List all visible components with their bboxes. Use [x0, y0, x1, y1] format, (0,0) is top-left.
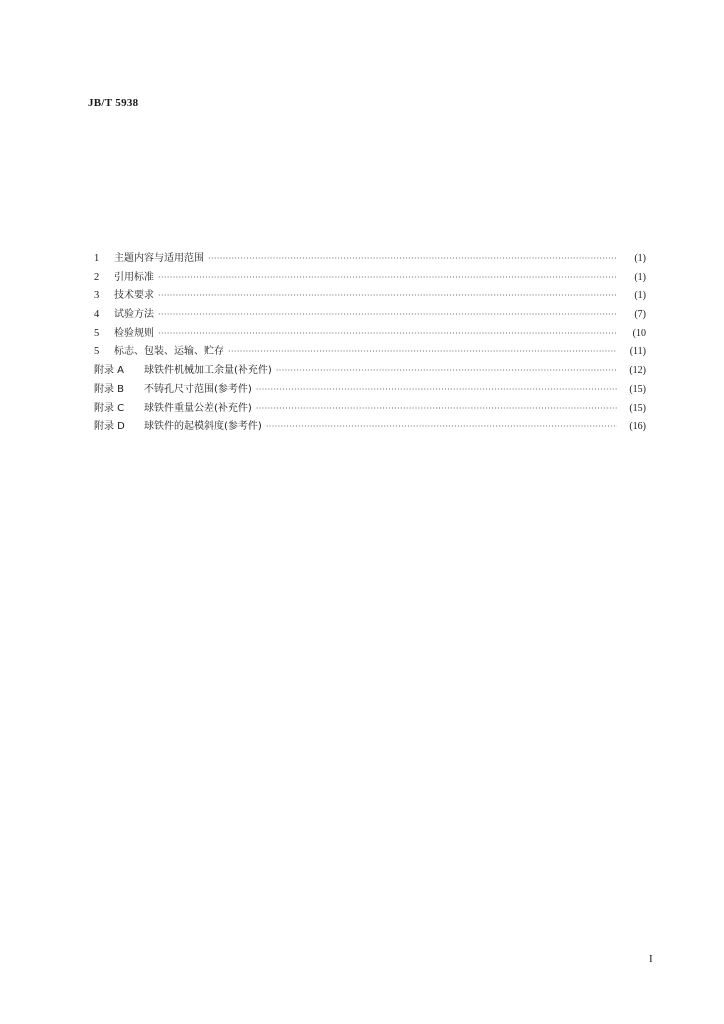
- toc-entry-number: 5: [94, 346, 100, 358]
- toc-entry-page: (12): [629, 365, 646, 377]
- toc-entry-2[interactable]: [94, 269, 646, 288]
- dot-leader: [256, 400, 617, 419]
- toc-entry-number: 4: [94, 309, 100, 321]
- dot-leader: [208, 250, 617, 269]
- toc-entry-number: 2: [94, 271, 100, 283]
- toc-entry-5[interactable]: [94, 325, 646, 344]
- toc-entry-title: 技术要求: [114, 290, 154, 302]
- toc-entry-appendix-c[interactable]: [94, 400, 646, 419]
- toc-entry-appendix-d[interactable]: [94, 418, 646, 437]
- toc-entry-title: 引用标准: [114, 271, 154, 283]
- toc-entry-page: (16): [629, 421, 646, 433]
- toc-entry-3[interactable]: [94, 287, 646, 306]
- page-number: I: [649, 953, 653, 965]
- document-code: JB/T 5938: [88, 97, 139, 109]
- toc-entry-page: (1): [634, 253, 646, 264]
- dot-leader: [256, 381, 617, 400]
- dot-leader: [276, 362, 617, 381]
- toc-entry-1[interactable]: [94, 250, 646, 269]
- toc-entry-page: (15): [629, 402, 646, 414]
- toc-entry-title: 主题内容与适用范围: [114, 253, 204, 264]
- toc-entry-page: (15): [629, 383, 646, 395]
- toc-entry-number: 1: [94, 253, 100, 264]
- dot-leader: [158, 287, 617, 306]
- toc-entry-appendix-b[interactable]: [94, 381, 646, 400]
- toc-entry-page: (11): [629, 346, 646, 358]
- dot-leader: [266, 418, 617, 437]
- table-of-contents: [94, 250, 646, 437]
- dot-leader: [158, 325, 617, 344]
- toc-entry-number: 附录 A: [94, 365, 125, 377]
- toc-entry-title: 球铁件的起模斜度(参考件): [144, 421, 262, 433]
- toc-entry-page: (1): [634, 290, 646, 302]
- toc-entry-title: 球铁件机械加工余量(补充件): [144, 365, 272, 377]
- toc-entry-number: 附录 B: [94, 383, 125, 395]
- toc-entry-page: (1): [634, 271, 646, 283]
- dot-leader: [158, 269, 617, 288]
- toc-entry-title: 球铁件重量公差(补充件): [144, 402, 252, 414]
- toc-entry-title: 不铸孔尺寸范围(参考件): [144, 383, 252, 395]
- toc-entry-title: 标志、包装、运输、贮存: [114, 346, 224, 358]
- toc-entry-number: 5: [94, 327, 100, 339]
- toc-entry-title: 试验方法: [114, 309, 154, 321]
- dot-leader: [158, 306, 617, 325]
- toc-entry-page: (7): [634, 309, 646, 321]
- toc-entry-4[interactable]: [94, 306, 646, 325]
- dot-leader: [228, 343, 617, 362]
- toc-entry-page: (10: [632, 327, 646, 339]
- toc-entry-number: 附录 D: [94, 421, 125, 433]
- toc-entry-number: 3: [94, 290, 100, 302]
- toc-entry-6[interactable]: [94, 343, 646, 362]
- toc-entry-appendix-a[interactable]: [94, 362, 646, 381]
- toc-entry-number: 附录 C: [94, 402, 125, 414]
- toc-entry-title: 检验规则: [114, 327, 154, 339]
